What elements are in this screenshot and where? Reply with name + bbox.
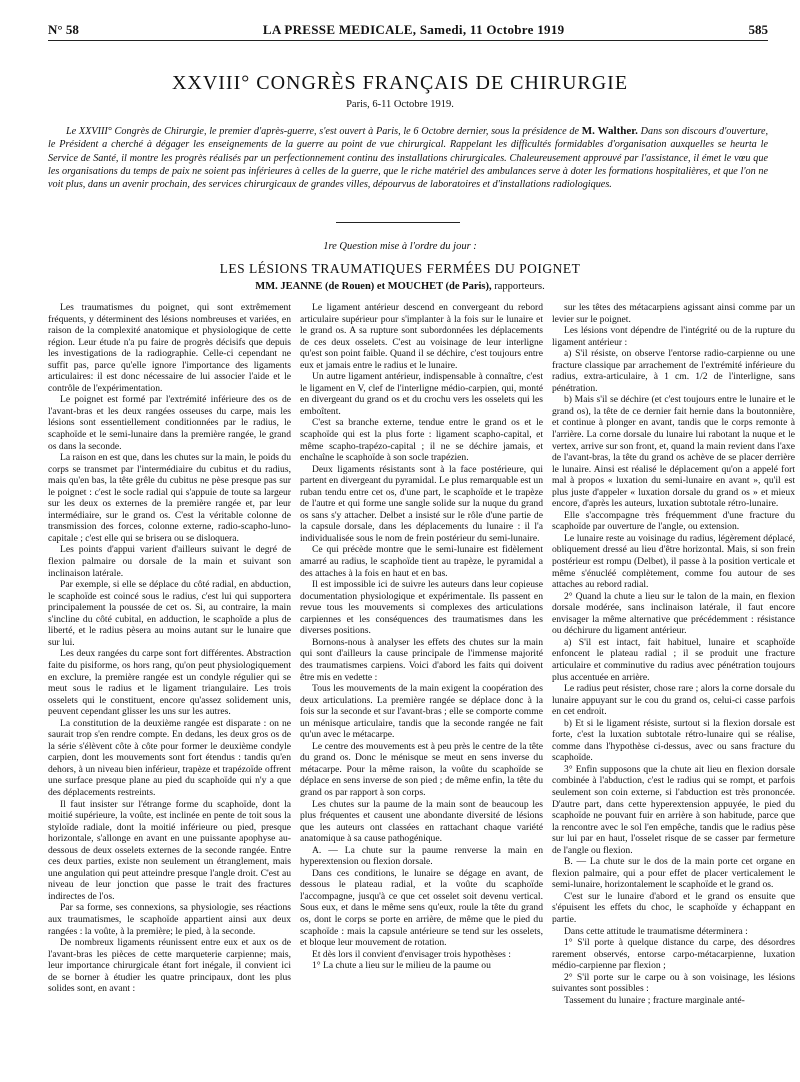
section-title: LES LÉSIONS TRAUMATIQUES FERMÉES DU POIGNET [219, 261, 581, 276]
text-column-2 [300, 302, 543, 1072]
paragraph: Un autre ligament antérieur, indispensable à connaître, c'est le ligament en V, clef de l'interligne médio-carpien, qui, monté en divergeant du grand os et du crochu vers les osselets qui les emboîtent. [300, 371, 543, 417]
paragraph: Les deux rangées du carpe sont fort différentes. Abstraction faite du pisiforme, os hors rang, qu'on peut physiologiquement en exclure, la première rangée est un condyle régulier qui se meut sous le radius et le ligament triangulaire. Les trois osselets qui le constituent, encore qu'assez solidement unis, peuvent cependant glisser les uns sur les autres. [48, 648, 291, 718]
paragraph: Dans cette attitude le traumatisme déterminera : [564, 925, 748, 937]
rapporteurs-line [0, 281, 800, 292]
journal-title: LA PRESSE MEDICALE, Samedi, 11 Octobre 1919 [262, 22, 565, 37]
paragraph: Le ligament antérieur descend en convergeant du rebord articulaire supérieur pour s'implanter à la fois sur le lunaire et le grand os. A sa rupture sont subordonnées les déplacements de ces deux osselets. C'est au voisinage de leur interligne qu'est son point faible. Quand il se déchire, c'est toujours entre eux et jamais entre le radius et le lunaire. [300, 302, 543, 371]
paragraph: sur les têtes des métacarpiens agissant ainsi comme par un levier sur le poignet. [552, 302, 795, 325]
header-rule [48, 40, 768, 41]
running-header [48, 22, 768, 38]
paragraph: a) S'il est intact, fait habituel, lunaire et scaphoïde enfoncent le plateau radial ; il se produit une fracture articulaire et comminutive du radius avec pénétration toujours plus accentuée en arrière. [552, 636, 795, 683]
paragraph: Elle s'accompagne très fréquemment d'une fracture du scaphoïde par ouverture de l'angle, ou extension. [552, 509, 795, 533]
section-divider [336, 222, 460, 223]
paragraph: Dans ces conditions, le lunaire se dégage en avant, de dessous le plateau radial, et la voûte du scaphoïde l'accompagne, jusqu'à ce que cet osselet soit devenu vertical. Sous eux, et dans le même sens qu'eux, roule la tête du grand os, dont le corps se porte en arrière, de même que le pied du scaphoïde : mais la capsule antérieure se tend sur les osselets, et bloque leur mouvement de rotation. [300, 867, 543, 949]
paragraph: Les points d'appui varient d'ailleurs suivant le degré de flexion palmaire ou dorsale de la main et suivant son inclinaison latérale. [48, 544, 291, 579]
paragraph: C'est sa branche externe, tendue entre le grand os et le scaphoïde qui est la plus forte : ligament scapho-capital, et même scapho-trapézo-capital ; il ne se déchire jamais, et enchaîne le scaphoïde à son socle trapézien. [300, 417, 543, 464]
paragraph: b) Mais s'il se déchire (et c'est toujours entre le lunaire et le grand os), la tête de ce dernier fait hernie dans la boutonnière, et continue à plonger en avant, tandis que le corps remonte à l'arrière. La corne dorsale du lunaire lui rabotant la nuque et le vertex, arrive sur son front, et, quand la main revient dans l'axe de l'avant-bras, la tête du grand os achève de se placer derrière le lunaire. Ainsi est réalisé le déplacement qu'on a appelé fort mal à propos « luxation du semi-lunaire en avant », qu'il est plus juste d'appeler « luxation dorsale du grand os » et mieux encore, d'après les auteurs, luxation subtotale rétro-lunaire. [552, 394, 795, 510]
paragraph: Par exemple, si elle se déplace du côté radial, en abduction, le scaphoïde est coincé sous le radius, c'est lui qui supportera principalement la poussée de cet os. Si, au contraire, la main s'incline du côté cubital, en adduction, le scaphoïde a plus de liberté, et le radius pèsera au moins autant sur le lunaire que sur lui. [48, 579, 291, 648]
paragraph: Les traumatismes du poignet, qui sont extrêmement fréquents, y déterminent des lésions nombreuses et variées, en raison de la complexité anatomique et physiologique de cette région. Leur étude n'a pu faire de progrès décisifs que depuis les investigations de la radiographie. Celle-ci cependant ne suffit pas, parce qu'elle ignore l'importance des ligaments articulaires: il est donc nécessaire de lui associer l'aide et le contrôle de l'expérimentation. [48, 302, 291, 394]
paragraph: 1° S'il porte à quelque distance du carpe, des désordres rarement observés, entorse carpo-métacarpienne, luxation médio-carpienne par flexion ; [552, 937, 795, 972]
paragraph: Tous les mouvements de la main exigent la coopération des deux articulations. La première rangée se déplace donc à la fois sur la seconde et sur l'avant-bras ; elle se comporte comme un ménisque articulaire, tandis que la seconde rangée ne fait qu'un avec le métacarpe. [300, 683, 543, 741]
rapporteurs-names: MM. JEANNE (de Rouen) et MOUCHET (de Paris), [255, 281, 492, 292]
paragraph: Le poignet est formé par l'extrémité inférieure des os de l'avant-bras et les deux rangées osseuses du carpe, mais les lésions sont essentiellement conditionnées par le radius, le scaphoïde et le semi-lunaire dans la première rangée, le grand os dans la seconde. [48, 394, 291, 452]
intro-text-before: Le XXVIII° Congrès de Chirurgie, le premier d'après-guerre, s'est ouvert à Paris, le 6 Octobre dernier, sous la présidence de [66, 126, 580, 137]
intro-paragraph [48, 125, 768, 191]
paragraph: La raison en est que, dans les chutes sur la main, le poids du corps se transmet par l'intermédiaire du cubitus et du radius, mais qu'en bas, la tête grêle du cubitus ne pèse presque pas sur le poignet : c'est le socle radial qui s'appuie de toute sa largeur sur les deux os externes de la première rangée et, par leur intermédiaire, sur le grand os. C'est la véritable colonne de transmission des forces, colonne externe, radio-scapho-luno-capitale ; c'est elle qui se brisera ou se disloquera. [48, 452, 291, 544]
paragraph: 1° La chute a lieu sur le milieu de la paume ou [312, 960, 491, 972]
paragraph: b) Et si le ligament résiste, surtout si la flexion dorsale est forte, c'est la luxation subtotale rétro-lunaire qui se réalise, comme dans l'hypothèse ci-dessus, avec ou sans fracture du scaphoïde. [552, 717, 795, 764]
paragraph: Et dès lors il convient d'envisager trois hypothèses : [312, 948, 511, 960]
question-heading: 1re Question mise à l'ordre du jour : [323, 241, 477, 252]
text-column-1 [48, 302, 291, 1072]
paragraph: Le radius peut résister, chose rare ; alors la corne dorsale du lunaire appuyant sur le cou du grand os, celui-ci casse parfois en cet endroit. [552, 683, 795, 718]
paragraph: Ce qui précède montre que le semi-lunaire est fidèlement amarré au radius, le scaphoïde tient au trapèze, le pyramidal a des attaches à la fois en haut et en bas. [300, 544, 543, 579]
paragraph: Le centre des mouvements est à peu près le centre de la tête du grand os. Donc le ménisque se meut en sens inverse du métacarpe. Pour la même raison, la voûte du scaphoïde se déplace en sens inverse de son pied ; de même enfin, la tête du grand os par rapport à son corps. [300, 740, 543, 798]
paragraph: La constitution de la deuxième rangée est disparate : on ne saurait trop s'en rendre compte. En dedans, les deux gros os de la série s'élèvent côte à côte pour former le deuxième condyle carpien, dont les mouvements sont fort étendus : tandis qu'en dehors, à un niveau bien inférieur, trapèze et trapézoïde offrent une surface presque plane au pied du scaphoïde qui n'y a que des déplacements restreints. [48, 717, 291, 798]
intro-text-after: Dans son discours d'ouverture, le Président a cherché à dégager les enseignements de la guerre au point de vue chirurgical. Rappelant les difficultés formidables d'organisation auxquelles se heurta le Service de Santé, il montre les progrès réalisés par un perfectionnement continu des installations chirurgicales. Chaleureusement approuvé par l'assistance, il émet le vœu que les organisations du temps de paix ne soient pas inférieures à celles de la guerre, que le riche matériel des ambulances serve à doter les formations hospitalières, et que l'on ne voit plus, dans un avenir prochain, des services chirurgicaux de grandes villes, dépourvus de laboratoires et d'installations radiologiques. [48, 126, 769, 191]
paragraph: A. — La chute sur la paume renverse la main en hyperextension ou flexion dorsale. [300, 844, 543, 868]
paragraph: C'est sur le lunaire d'abord et le grand os ensuite que s'épuisent les effets du choc, le scaphoïde y échappant en partie. [552, 890, 795, 925]
paragraph: De nombreux ligaments réunissent entre eux et aux os de l'avant-bras les pièces de cette marqueterie carpienne; mais, leur importance chirurgicale étant fort inégale, il convient ici de se borner à étudier les quatre principaux, dont les plus solides sont, en avant : [48, 937, 291, 995]
paragraph: Il faut insister sur l'étrange forme du scaphoïde, dont la moitié supérieure, la voûte, est inclinée en pente de toit sous la styloïde radiale, dont la moitié inférieure ou pied, presque horizontale, s'allonge en avant en une puissante apophyse au-dessous de deux osselets externes de la seconde rangée. Entre ces deux parties, existe non seulement un étranglement, mais une angulation qui peut atteindre presque l'angle droit. C'est au niveau de leur jonction que passe le trait des fractures indirectes de l'os. [48, 798, 291, 902]
paragraph: Les lésions vont dépendre de l'intégrité ou de la rupture du ligament antérieur : [552, 325, 795, 348]
paragraph: Il est impossible ici de suivre les auteurs dans leur copieuse documentation physiologique et expérimentale. Ils passent en revue tous les mouvements si complexes des articulations carpiennes et les conséquences des traumatismes dans les diverses positions. [300, 579, 543, 637]
paragraph: 3° Enfin supposons que la chute ait lieu en flexion dorsale combinée à l'abduction, c'est le radius qui se rompt, et parfois seulement son coin externe, si l'abduction est très prononcée. D'autre part, dans cette hyperextension appuyée, le pied du scaphoïde ne pouvant fuir en arrière à son habitude, parce que la rencontre avec le sol l'en empêche, tandis que le radius pèse sur lui par en haut, l'osselet risque de se casser par fermeture de l'angle ou flexion. [552, 763, 795, 856]
paragraph: Le lunaire reste au voisinage du radius, légèrement déplacé, obliquement dressé au lieu d'être horizontal. Mais, si son frein postérieur est rompu (Delbet), il passe à la position verticale et même s'énucléé complètement, comme fou autour de ses attaches au rebord radial. [552, 532, 795, 591]
paragraph: Bornons-nous à analyser les effets des chutes sur la main qui sont d'ailleurs la cause principale de l'immense majorité des traumatismes carpiens. Voici d'abord les faits qui doivent être mis en vedette : [300, 636, 543, 683]
congress-date: Paris, 6-11 Octobre 1919. [346, 99, 454, 110]
rapporteurs-role: rapporteurs. [494, 281, 545, 292]
paragraph: Deux ligaments résistants sont à la face postérieure, qui partent en divergeant du pyramidal. Le plus remarquable est un ruban tendu entre cet os, d'une part, le scaphoïde et le trapèze de l'autre et qui forme une sangle solide sur la nuque du grand os sans s'y attacher. Delbet a insisté sur le rôle d'une partie de la capsule dorsale, dans les déplacements du lunaire : il l'a individualisée sous le nom de frein postérieur du semi-lunaire. [300, 463, 543, 544]
paragraph: Par sa forme, ses connexions, sa physiologie, ses réactions aux traumatismes, le scaphoïde appartient ainsi aux deux rangées : la voûte, à la première; le pied, à la seconde. [48, 902, 291, 937]
paragraph: 2° S'il porte sur le carpe ou à son voisinage, les lésions suivantes sont possibles : [552, 971, 795, 995]
president-name: M. Walther. [581, 125, 638, 137]
paragraph: B. — La chute sur le dos de la main porte cet organe en flexion palmaire, qui a pour effet de placer verticalement le semi-lunaire, horizontalement le scaphoïde et le grand os. [552, 856, 795, 891]
paragraph: Tassement du lunaire ; fracture marginale anté- [564, 994, 745, 1006]
issue-number: N° 58 [48, 22, 79, 37]
paragraph: 2° Quand la chute a lieu sur le talon de la main, en flexion dorsale modérée, sans inclinaison latérale, il faut encore envisager la même alternative que précédemment : résistance ou déchirure du ligament antérieur. [552, 590, 795, 637]
page-number: 585 [748, 22, 768, 37]
paragraph: a) S'il résiste, on observe l'entorse radio-carpienne ou une fracture classique par arrachement de l'extrémité inférieure du radius, extra-articulaire, à 1 cm. 1/2 de l'interligne, sans pénétration. [552, 348, 795, 394]
paragraph: Les chutes sur la paume de la main sont de beaucoup les plus fréquentes et causent une abondante diversité de lésions que les auteurs ont classées en rattachant chaque variété anatomique à sa cause pathogénique. [300, 798, 543, 845]
text-column-3 [552, 302, 795, 1072]
congress-title: XXVIII° CONGRÈS FRANÇAIS DE CHIRURGIE [171, 72, 629, 94]
